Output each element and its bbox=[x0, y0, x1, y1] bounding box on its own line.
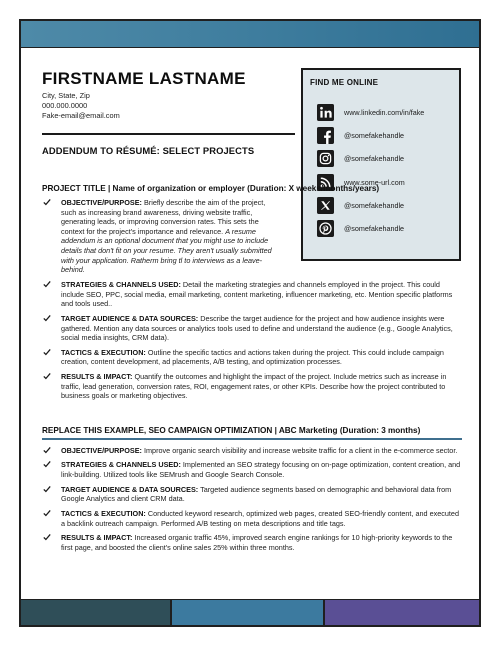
bullet-text: Outline the specific tactics and actions taken during the project. This could include campaign creation, content development, ad placements, A/B testing, and optimization processes. bbox=[61, 347, 444, 367]
bullet-item bbox=[42, 446, 462, 456]
check-icon bbox=[43, 372, 51, 380]
bullet-text: Targeted audience segments based on demographic and behavioral data from Google Analytics and client CRM data. bbox=[61, 484, 452, 504]
project-title: REPLACE THIS EXAMPLE, SEO CAMPAIGN OPTIMIZATION | ABC Marketing (Duration: 3 months) bbox=[42, 426, 421, 435]
bullet-item bbox=[42, 372, 462, 401]
bullet-label: TARGET AUDIENCE & DATA SOURCES: bbox=[61, 484, 199, 494]
location-text: City, State, Zip bbox=[42, 91, 90, 100]
bullet-item bbox=[42, 348, 462, 367]
bottom-bar-2 bbox=[172, 600, 325, 625]
social-text: www.some-url.com bbox=[344, 177, 405, 187]
candidate-name: FIRSTNAME LASTNAME bbox=[42, 69, 246, 88]
bullet-label: TACTICS & EXECUTION: bbox=[61, 347, 146, 357]
bullet-label: OBJECTIVE/PURPOSE: bbox=[61, 445, 142, 455]
project-title: PROJECT TITLE | Name of organization or employer (Duration: X weeks/months/years) bbox=[42, 184, 380, 193]
bullet-text: Describe the target audience for the project and how audience insights were gathered. Mention any data sources or analytics tools used to define and understand the audience (e.g., Google Analytics, social media insights, CRM data). bbox=[61, 313, 453, 343]
bullet-text: Increased organic traffic 45%, improved search engine rankings for 10 high-priority keywords to the first page, and boosted the client's online sales 25% within three months. bbox=[61, 533, 453, 552]
bullet-item bbox=[42, 314, 462, 343]
addendum-title: ADDENDUM TO RÉSUMÉ: SELECT PROJECTS bbox=[42, 145, 255, 156]
top-color-bar bbox=[21, 21, 479, 48]
bullet-item bbox=[42, 509, 462, 528]
bullet-text: Quantify the outcomes and highlight the impact of the project. Include metrics such as increase in traffic, lead generation, conversion rates, ROI, engagement rates, or other KPIs. Describe how the project contributed to business goals or marketing objectives. bbox=[61, 372, 447, 401]
project-section-1 bbox=[42, 183, 462, 406]
check-icon bbox=[43, 280, 51, 288]
bullet-item bbox=[42, 533, 462, 552]
facebook-icon bbox=[317, 127, 334, 144]
project-section-2 bbox=[42, 425, 462, 558]
bullet-item bbox=[42, 460, 462, 479]
check-icon bbox=[43, 533, 51, 541]
bullet-item bbox=[42, 485, 462, 504]
bullet-text: Implemented an SEO strategy focusing on on-page optimization, content creation, and link-building. Utilized tools like SEMrush and Google Search Console. bbox=[61, 460, 461, 479]
check-icon bbox=[43, 314, 51, 322]
bottom-color-bars bbox=[21, 599, 479, 625]
social-text: @somefakehandle bbox=[344, 224, 405, 234]
find-me-title: FIND ME ONLINE bbox=[310, 78, 379, 87]
header-divider bbox=[42, 133, 295, 135]
bullet-italic-note: A resume addendum is an optional document that you might use to include details that don't fit on your resume. They aren't usually submitted with your application. Ratherm bring tl to interviews as a leave-behind. bbox=[61, 226, 272, 275]
linkedin-icon bbox=[317, 104, 334, 121]
social-text: www.linkedin.com/in/fake bbox=[344, 107, 425, 117]
bullet-item bbox=[42, 198, 462, 275]
check-icon bbox=[43, 485, 51, 493]
bullet-label: STRATEGIES & CHANNELS USED: bbox=[61, 279, 181, 289]
resume-page bbox=[19, 19, 481, 627]
bottom-bar-3 bbox=[325, 600, 479, 625]
contact-block bbox=[42, 91, 120, 121]
bullet-label: RESULTS & IMPACT: bbox=[61, 533, 133, 543]
check-icon bbox=[43, 198, 51, 206]
bullet-text: Briefly describe the aim of the project, such as increasing brand awareness, driving website traffic, generating leads, or improving conversion rates. This sets the context for the project's importance and relevance. bbox=[61, 198, 266, 236]
check-icon bbox=[43, 348, 51, 356]
social-text: @somefakehandle bbox=[344, 154, 405, 164]
bullet-text: Detail the marketing strategies and channels employed in the project. This could include SEO, PPC, social media, email marketing, content marketing, influencer marketing, etc. Mention specific platforms and tools used.. bbox=[61, 279, 453, 309]
bullet-label: TARGET AUDIENCE & DATA SOURCES: bbox=[61, 313, 199, 323]
check-icon bbox=[43, 460, 51, 468]
bottom-bar-1 bbox=[21, 600, 172, 625]
social-text: @somefakehandle bbox=[344, 130, 405, 140]
bullet-label: RESULTS & IMPACT: bbox=[61, 372, 133, 382]
bullet-item bbox=[42, 280, 462, 309]
phone-text: 000.000.0000 bbox=[42, 101, 88, 110]
section-divider bbox=[42, 438, 462, 440]
bullet-text: Improve organic search visibility and increase website traffic for a client in the e-commerce sector. bbox=[141, 445, 458, 455]
social-item-linkedin[interactable] bbox=[317, 103, 424, 121]
social-text: @somefakehandle bbox=[344, 201, 405, 211]
bullet-text: Conducted keyword research, optimized web pages, created SEO-friendly content, and executed a backlink outreach campaign. Performed A/B testing on meta descriptions and title tags. bbox=[61, 509, 459, 528]
social-item-instagram[interactable] bbox=[317, 150, 424, 168]
instagram-icon bbox=[317, 150, 334, 167]
bullet-label: TACTICS & EXECUTION: bbox=[61, 509, 146, 519]
email-text: Fake-email@email.com bbox=[42, 111, 120, 120]
project-bullets bbox=[42, 198, 462, 401]
check-icon bbox=[43, 509, 51, 517]
bullet-label: OBJECTIVE/PURPOSE: bbox=[61, 198, 142, 207]
social-item-facebook[interactable] bbox=[317, 126, 424, 144]
project-bullets bbox=[42, 446, 462, 553]
check-icon bbox=[43, 446, 51, 454]
bullet-label: STRATEGIES & CHANNELS USED: bbox=[61, 460, 181, 470]
